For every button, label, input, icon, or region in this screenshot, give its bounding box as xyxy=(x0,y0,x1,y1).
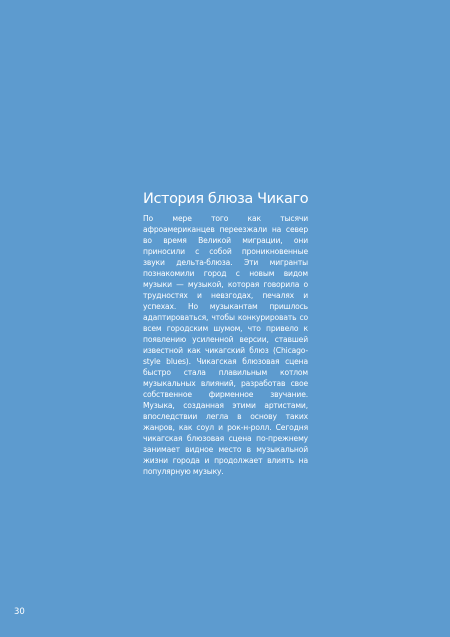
article xyxy=(143,190,308,477)
page-number: 30 xyxy=(14,607,25,617)
article-title: История блюза Чикаго xyxy=(143,191,309,207)
article-body: По мере того как тысячи афроамериканцев переезжали на север во время Великой миграции, они приносили с собой проникновенные звуки дельта-блюза. Эти мигранты познакомили город с новым видом музыки — музыкой, которая говорила о трудностях и невзгодах, печалях и успехах. Но музыкантам пришлось адаптироваться, чтобы конкурировать со всем городским шумом, что привело к появлению усиленной версии, ставшей известной как чикагский блюз (Chicago-style blues). Чикагская блюзовая сцена быстро стала плавильным котлом музыкальных влияний, разработав свое собственное фирменное звучание. Музыка, созданная этими артистами, впоследствии легла в основу таких жанров, как соул и рок-н-ролл. Сегодня чикагская блюзовая сцена по-прежнему занимает видное место в музыкальной жизни города и продолжает влиять на популярную музыку. xyxy=(143,214,308,476)
